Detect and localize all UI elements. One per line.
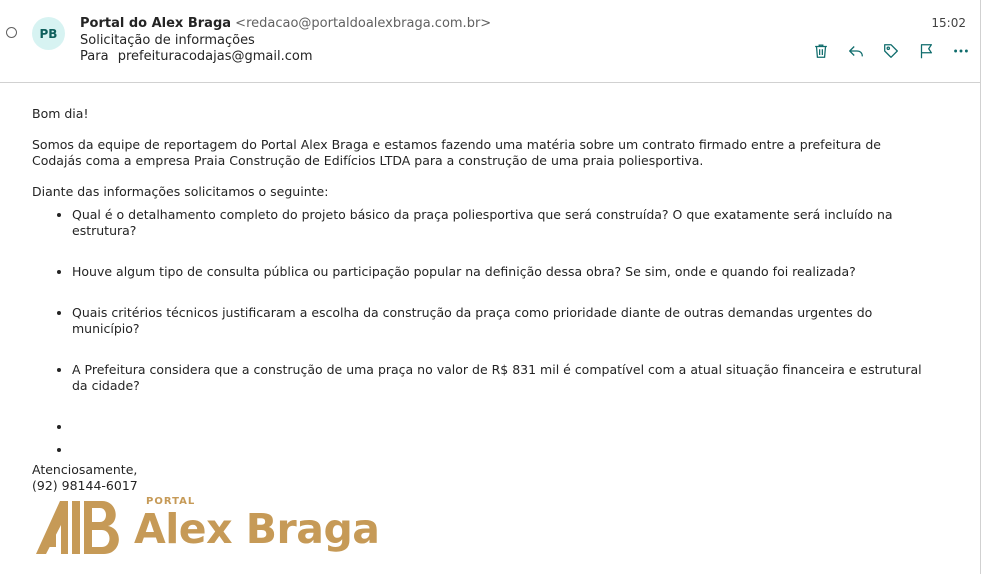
avatar[interactable]: PB: [32, 17, 65, 50]
tag-icon: [882, 42, 900, 60]
email-body: [32, 106, 932, 465]
empty-list-item: [72, 442, 932, 458]
list-item: • Houve algum tipo de consulta pública ou participação popular na definição dessa obra? Se sim, onde e quando foi realizada?: [72, 264, 932, 280]
list-item: • Quais critérios técnicos justificaram a escolha da construção da praça como prioridade diante de outras demandas urgentes do município?: [72, 305, 932, 337]
flag-button[interactable]: [915, 40, 937, 62]
received-time: 15:02: [931, 16, 966, 30]
email-header: [0, 0, 981, 83]
email-subject: Solicitação de informações: [80, 33, 255, 48]
ab-monogram-icon: [34, 495, 130, 557]
greeting: Bom dia!: [32, 106, 89, 121]
delete-button[interactable]: [810, 40, 832, 62]
more-icon: [952, 42, 970, 60]
signature: [32, 462, 138, 494]
flag-icon: [917, 42, 935, 60]
signoff-text: Atenciosamente,: [32, 462, 138, 477]
list-item: • Qual é o detalhamento completo do projeto básico da praça poliesportiva que será construída? O que exatamente será incluído na estrutura?: [72, 207, 932, 239]
request-lead: Diante das informações solicitamos o seguinte:: [32, 184, 329, 199]
logo-name-text: Alex Braga: [134, 505, 380, 553]
tag-button[interactable]: [880, 40, 902, 62]
recipient-line: [80, 48, 313, 65]
reply-button[interactable]: [845, 40, 867, 62]
sender-name[interactable]: Portal do Alex Braga: [80, 16, 232, 31]
list-item: • A Prefeitura considera que a construção de uma praça no valor de R$ 831 mil é compatível com a atual situação financeira e estrutural da cidade?: [72, 362, 932, 394]
phone-number: (92) 98144-6017: [32, 478, 138, 493]
reply-icon: [847, 42, 865, 60]
trash-icon: [812, 42, 830, 60]
logo-portal-text: PORTAL: [146, 496, 196, 507]
select-radio[interactable]: [6, 27, 17, 38]
message-actions: [810, 40, 972, 62]
sender-email: <redacao@portaldoalexbraga.com.br>: [235, 16, 492, 31]
to-label: Para: [80, 49, 109, 64]
portal-alex-braga-logo: [34, 495, 394, 557]
sender-line: [80, 15, 491, 32]
intro-paragraph: Somos da equipe de reportagem do Portal Alex Braga e estamos fazendo uma matéria sobre um contrato firmado entre a prefeitura de Codajás coma a empresa Praia Construção de Edifícios LTDA para a construção de uma praia poliesportiva.: [32, 137, 881, 168]
more-button[interactable]: [950, 40, 972, 62]
recipient-address[interactable]: prefeituracodajas@gmail.com: [117, 49, 313, 64]
question-list: [32, 207, 932, 458]
empty-list-item: [72, 419, 932, 435]
